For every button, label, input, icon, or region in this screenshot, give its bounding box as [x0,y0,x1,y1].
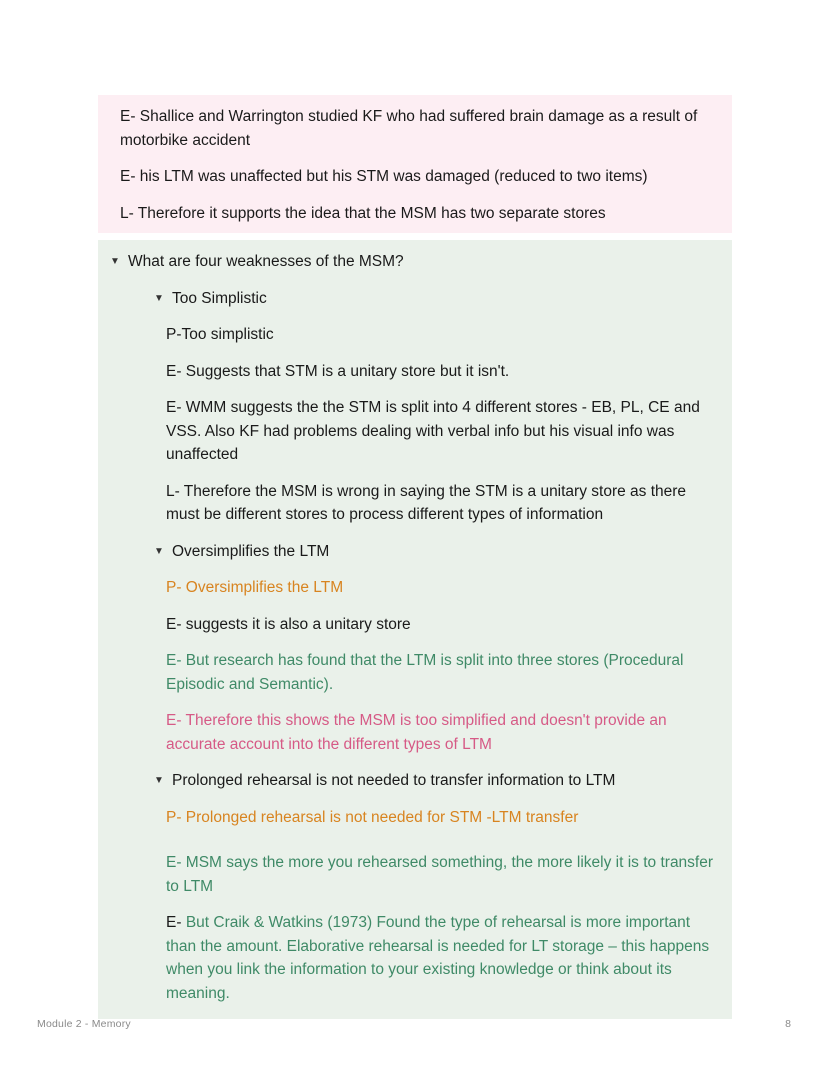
green-weaknesses-block [98,240,732,1019]
section-3-line-2: E- MSM says the more you rehearsed something, the more likely it is to transfer to LTM [166,854,714,895]
section-2-line-1: P- Oversimplifies the LTM [166,579,344,596]
section-3-line-1: P- Prolonged rehearsal is not needed for STM -LTM transfer [166,808,579,826]
footer-module-label: Module 2 - Memory [37,1018,131,1030]
section-1-line-4: L- Therefore the MSM is wrong in saying the STM is a unitary store as there must be different stores to process different types of information [166,482,687,523]
pink-line-1: E- Shallice and Warrington studied KF who had suffered brain damage as a result of motorbike accident [120,108,698,149]
triangle-down-icon[interactable]: ▼ [110,256,120,267]
section-1-line-2: E- Suggests that STM is a unitary store but it isn't. [166,362,510,380]
section-header-oversimplifies-ltm[interactable] [154,540,720,564]
section-header-too-simplistic[interactable] [154,287,720,311]
section-title: Too Simplistic [172,289,267,307]
triangle-down-icon[interactable]: ▼ [154,545,164,557]
section-title: Prolonged rehearsal is not needed to transfer information to LTM [172,772,616,789]
section-3-line-3-lead: E- [166,914,182,931]
section-1-line-1: P-Too simplistic [166,326,274,343]
page-title: What are four weaknesses of the MSM? [128,253,404,270]
section-header-prolonged-rehearsal[interactable] [154,769,720,793]
weaknesses-heading-row[interactable] [110,250,720,274]
triangle-down-icon[interactable]: ▼ [154,775,164,786]
section-1-line-3: E- WMM suggests the the STM is split into 4 different stores - EB, PL, CE and VSS. Also KF had problems dealing with verbal info but his visual info was unaffected [166,399,700,463]
section-title: Oversimplifies the LTM [172,542,330,560]
page-footer [0,1018,828,1038]
triangle-down-icon[interactable]: ▼ [154,292,164,304]
pink-line-3: L- Therefore it supports the idea that the MSM has two separate stores [120,204,606,222]
section-2-line-2: E- suggests it is also a unitary store [166,615,411,633]
section-2-line-4: E- Therefore this shows the MSM is too simplified and doesn't provide an accurate account into the different types of LTM [166,712,667,753]
footer-page-number: 8 [785,1018,791,1030]
section-2-line-3: E- But research has found that the LTM is split into three stores (Procedural Episodic and Semantic). [166,652,684,693]
section-3-line-3-body: But Craik & Watkins (1973) Found the type of rehearsal is more important than the amount. Elaborative rehearsal is needed for LT storage – this happens when you link the information to your existing knowledge or think about its meaning. [166,914,710,1002]
pink-evidence-block [98,95,732,233]
pink-line-2: E- his LTM was unaffected but his STM was damaged (reduced to two items) [120,168,648,185]
section-3-line-3 [166,911,720,1005]
